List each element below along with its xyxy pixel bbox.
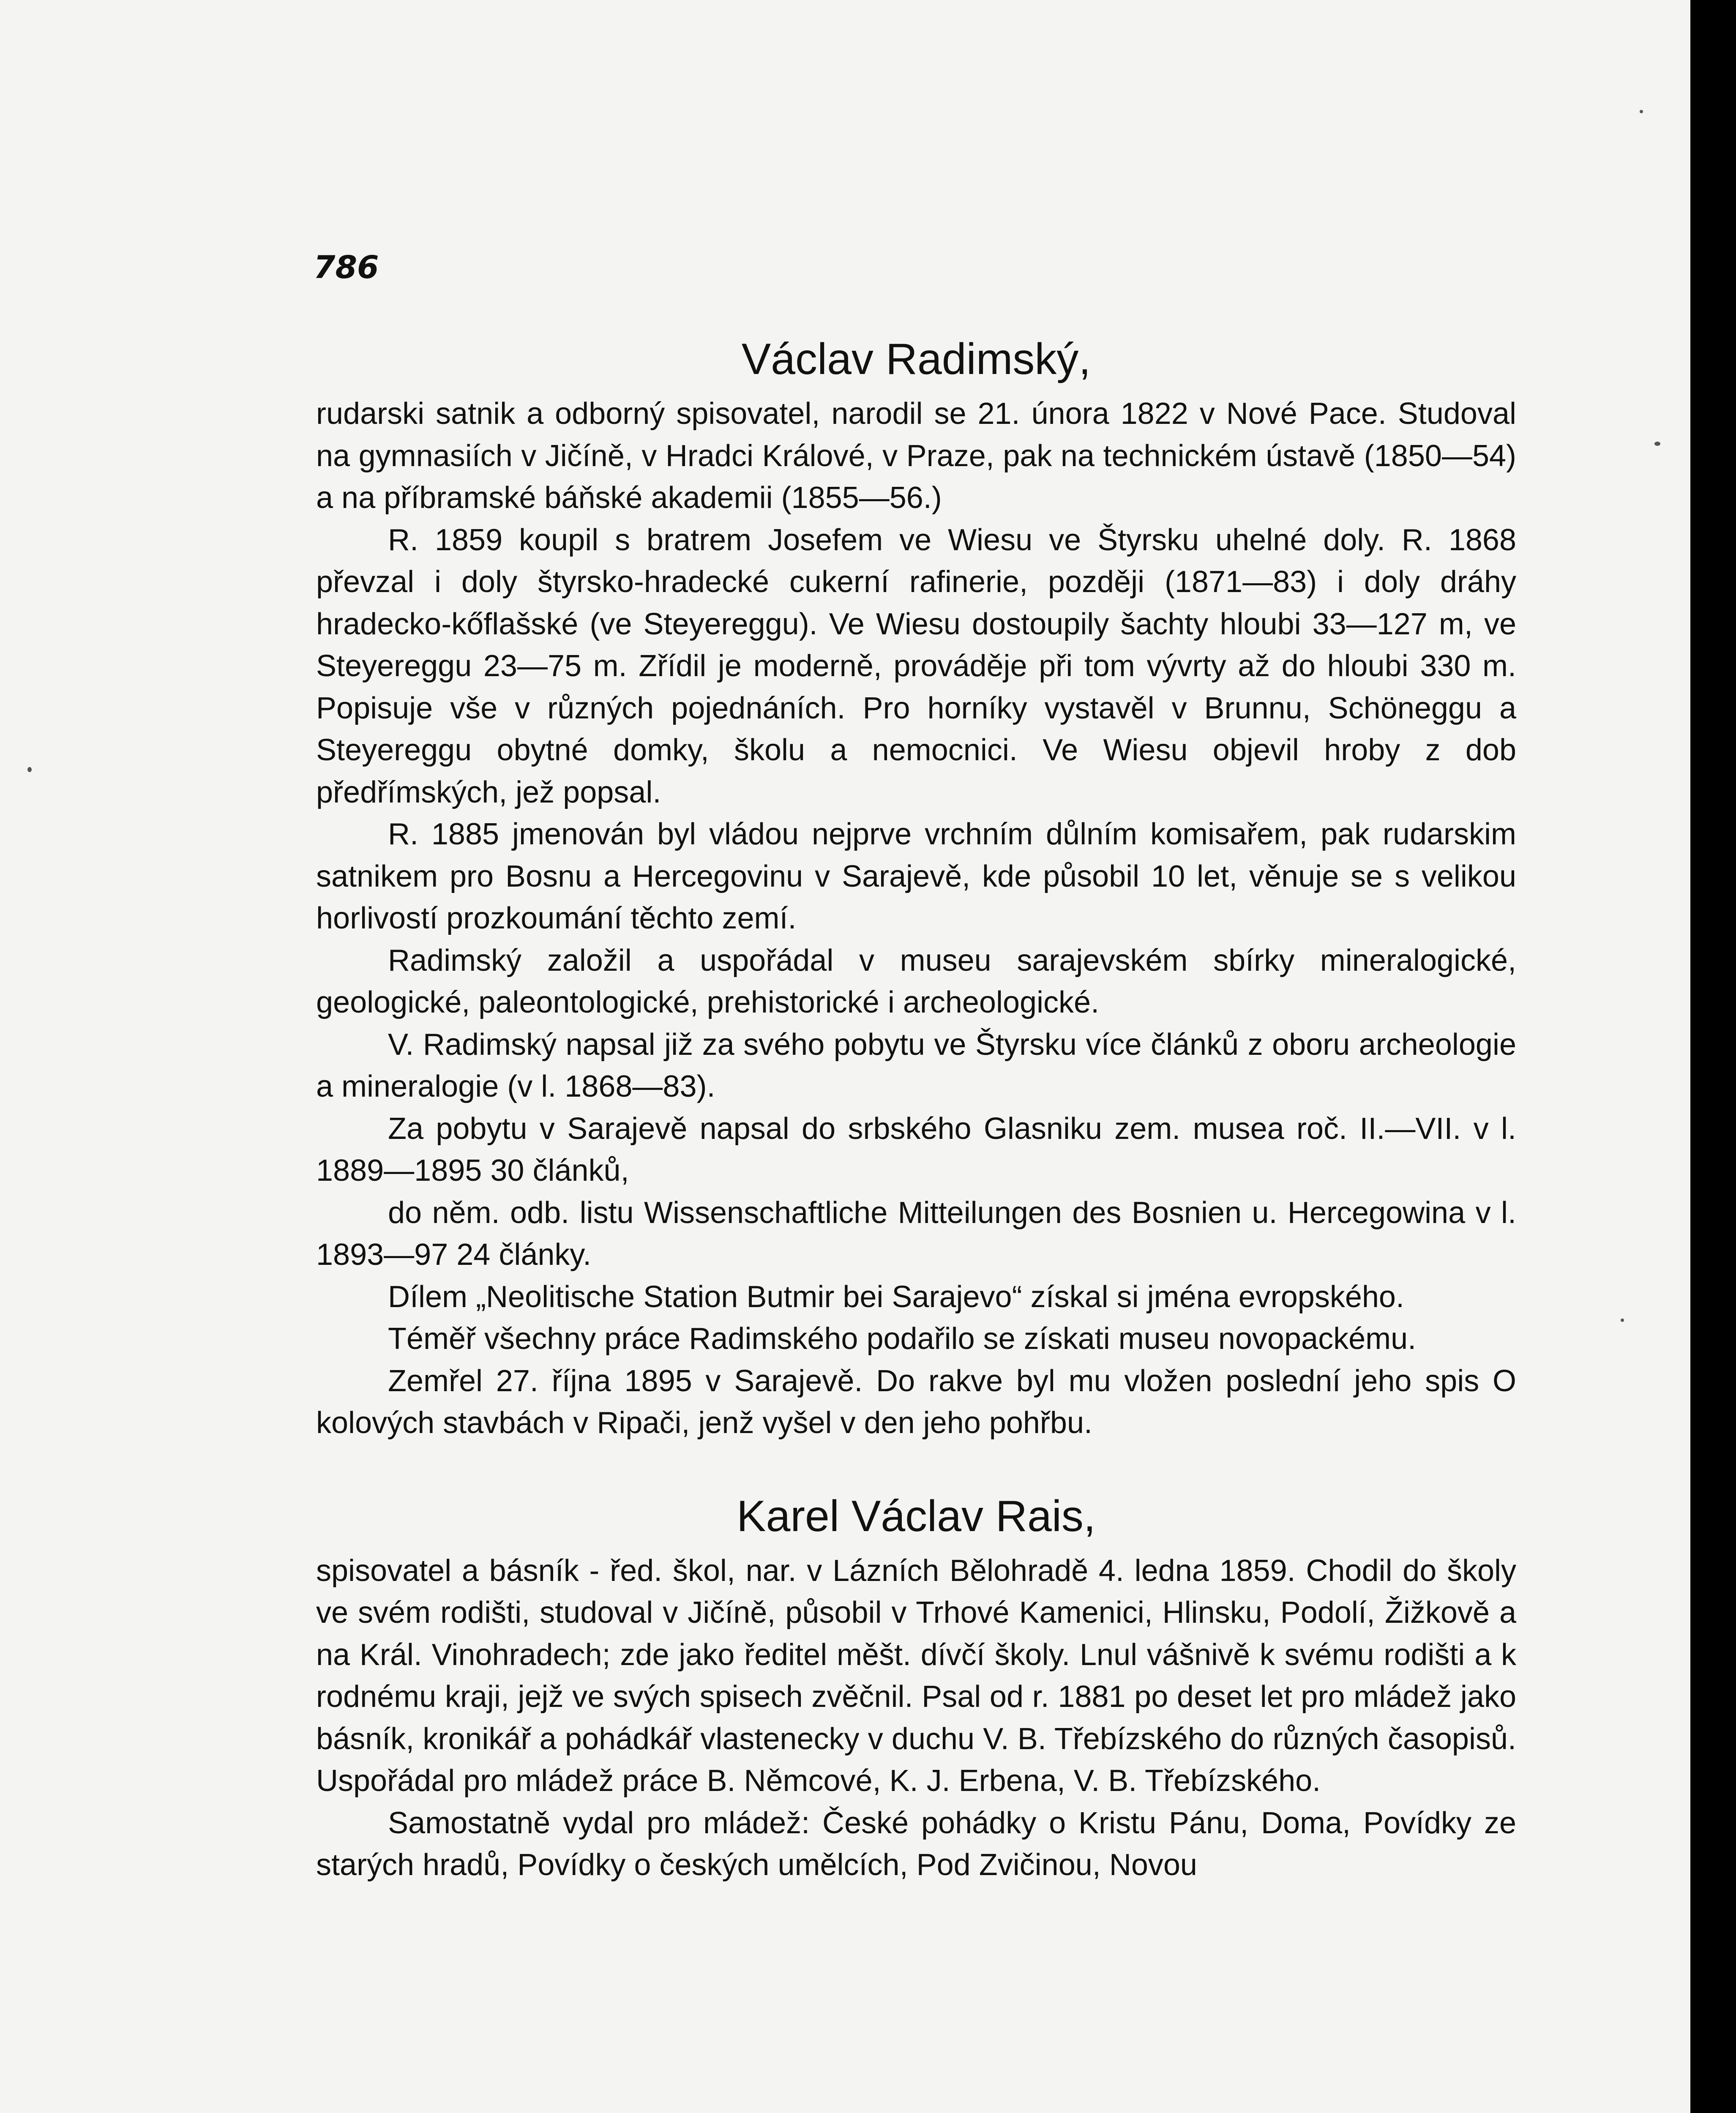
paragraph: spisovatel a básník - řed. škol, nar. v Lázních Bělohradě 4. ledna 1859. Chodil do školy ve svém rodišti, studoval v Jičíně, působil v Trhové Kamenici, Hlinsku, Podolí, Žižkově a na Král. Vinohradech; zde jako ředitel měšt. dívčí školy. Lnul vášnivě k svému rodišti a k rodnému kraji, jejž ve svých spisech zvěčnil. Psal od r. 1881 po deset let pro mládež jako básník, kronikář a pohádkář vlastenecky v duchu V. B. Třebízského do různých časopisů. Uspořádal pro mládež práce B. Němcové, K. J. Erbena, V. B. Třebízského. xyxy=(316,1553,1516,1798)
paragraph: do něm. odb. listu Wissenschaftliche Mitteilungen des Bosnien u. Hercegowina v l. 1893—97 24 články. xyxy=(316,1196,1516,1272)
paragraph: Téměř všechny práce Radimského podařilo se získati museu novopackému. xyxy=(388,1322,1417,1356)
scan-border xyxy=(1690,0,1736,2113)
scan-speck xyxy=(1640,110,1643,113)
scan-speck xyxy=(1621,1319,1624,1322)
paragraph: V. Radimský napsal již za svého pobytu ve Štyrsku více článků z oboru archeologie a mineralogie (v l. 1868—83). xyxy=(316,1027,1516,1103)
page-number: 786 xyxy=(314,249,379,286)
entry-heading: Václav Radimský, xyxy=(741,335,1091,384)
scan-speck xyxy=(1654,442,1660,446)
page-content xyxy=(316,334,1516,1886)
paragraph: Dílem „Neolitische Station Butmir bei Sarajevo“ získal si jména evropského. xyxy=(388,1280,1404,1314)
scan-speck xyxy=(27,767,32,772)
paragraph: Za pobytu v Sarajevě napsal do srbského Glasniku zem. musea roč. II.—VII. v l. 1889—1895 30 článků, xyxy=(316,1111,1516,1188)
paragraph: Zemřel 27. října 1895 v Sarajevě. Do rakve byl mu vložen poslední jeho spis O kolových stavbách v Ripači, jenž vyšel v den jeho pohřbu. xyxy=(316,1364,1516,1440)
entry-rais xyxy=(316,1491,1516,1886)
entry-heading: Karel Václav Rais, xyxy=(737,1491,1096,1541)
paragraph: Samostatně vydal pro mládež: České pohádky o Kristu Pánu, Doma, Povídky ze starých hradů, Povídky o českých umělcích, Pod Zvičinou, Novou xyxy=(316,1806,1516,1882)
paragraph: R. 1859 koupil s bratrem Josefem ve Wiesu ve Štyrsku uhelné doly. R. 1868 převzal i doly štyrsko-hradecké cukerní rafinerie, později (1871—83) i doly dráhy hradecko-kőflašské (ve Steyereggu). Ve Wiesu dostoupily šachty hloubi 33—127 m, ve Steyereggu 23—75 m. Zřídil je moderně, prováděje při tom vývrty až do hloubi 330 m. Popisuje vše v různých pojednáních. Pro horníky vystavěl v Brunnu, Schöneggu a Steyereggu obytné domky, školu a nemocnici. Ve Wiesu objevil hroby z dob předřímských, jež popsal. xyxy=(316,523,1516,809)
paragraph: R. 1885 jmenován byl vládou nejprve vrchním důlním komisařem, pak rudarskim satnikem pro Bosnu a Hercegovinu v Sarajevě, kde působil 10 let, věnuje se s velikou horlivostí prozkoumání těchto zemí. xyxy=(316,817,1516,935)
entry-radimsky xyxy=(316,334,1516,1444)
paragraph: Radimský založil a uspořádal v museu sarajevském sbírky mineralogické, geologické, paleontologické, prehistorické i archeologické. xyxy=(316,943,1516,1019)
paragraph: rudarski satnik a odborný spisovatel, narodil se 21. února 1822 v Nové Pace. Studoval na gymnasiích v Jičíně, v Hradci Králové, v Praze, pak na technickém ústavě (1850—54) a na příbramské báňské akademii (1855—56.) xyxy=(316,397,1516,515)
